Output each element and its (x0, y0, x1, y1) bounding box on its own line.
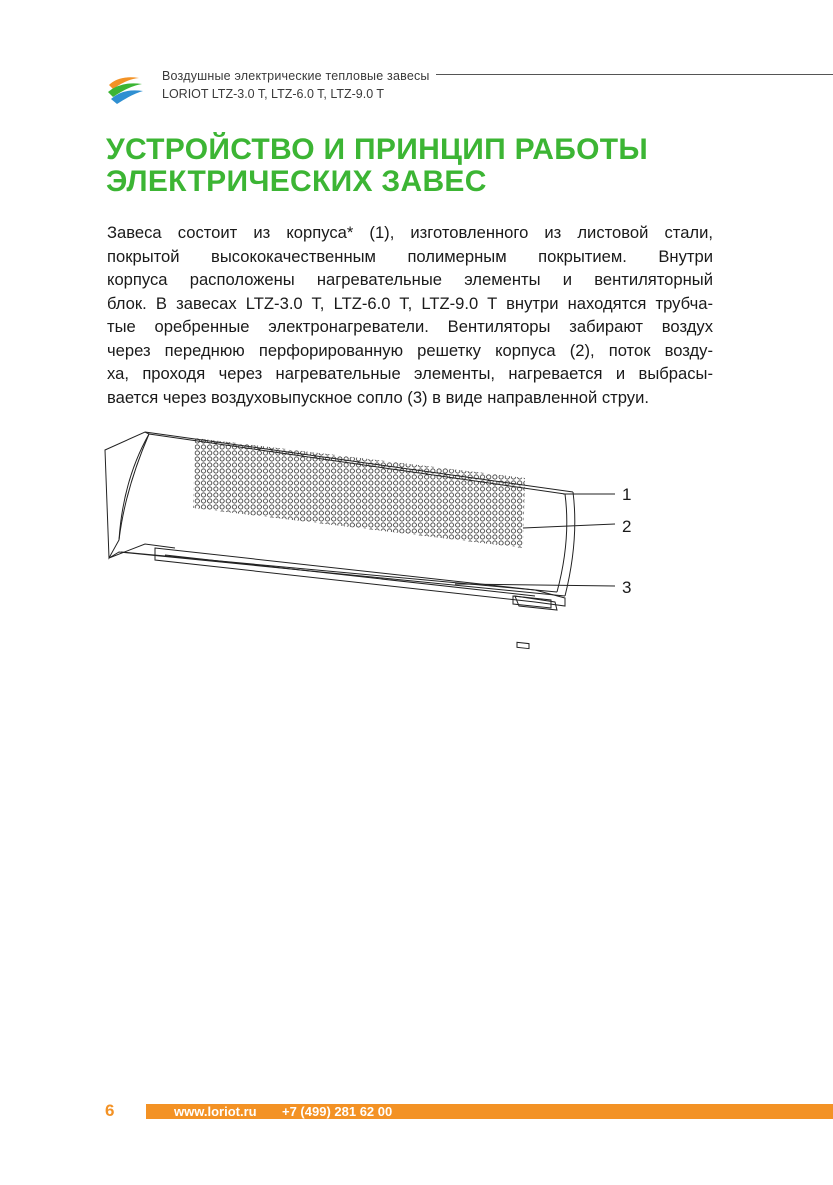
paragraph-line: блок. В завесах LTZ-3.0 T, LTZ-6.0 T, LTZ-9.0 T внутри находятся трубча- (107, 293, 713, 313)
callout-grille: 2 (622, 517, 632, 536)
loriot-logo-icon (105, 69, 145, 109)
paragraph-line: покрытой высококачественным полимерным покрытием. Внутри (107, 246, 713, 266)
footer-phone: +7 (499) 281 62 00 (282, 1104, 393, 1119)
paragraph-line: вается через воздуховыпускное сопло (3) в виде направленной струи. (107, 387, 649, 407)
paragraph-line: через переднюю перфорированную решетку корпуса (2), поток возду- (107, 340, 713, 360)
header-model-list: LORIOT LTZ-3.0 T, LTZ-6.0 T, LTZ-9.0 T (162, 87, 385, 101)
header-divider (436, 74, 833, 75)
perforated-grille (193, 438, 525, 548)
description-paragraph (107, 221, 713, 409)
paragraph-line: корпуса расположены нагревательные элементы и вентиляторный (107, 270, 713, 289)
paragraph-line: тые оребренные электронагреватели. Вентиляторы забирают воздух (107, 317, 713, 336)
callout-nozzle: 3 (622, 578, 632, 597)
section-title-line-2: ЭЛЕКТРИЧЕСКИХ ЗАВЕС (106, 165, 487, 198)
callout-housing: 1 (622, 485, 632, 504)
section-title-line-1: УСТРОЙСТВО И ПРИНЦИП РАБОТЫ (106, 133, 649, 166)
footer-website-link[interactable]: www.loriot.ru (174, 1104, 257, 1119)
air-curtain-diagram (95, 420, 655, 650)
section-title (106, 134, 648, 198)
paragraph-line: ха, проходя через нагревательные элементы, нагревается и выбрасы- (107, 364, 713, 383)
header-product-category: Воздушные электрические тепловые завесы (162, 69, 430, 83)
page-number: 6 (105, 1101, 115, 1120)
paragraph-line: Завеса состоит из корпуса* (1), изготовленного из листовой стали, (107, 223, 713, 242)
